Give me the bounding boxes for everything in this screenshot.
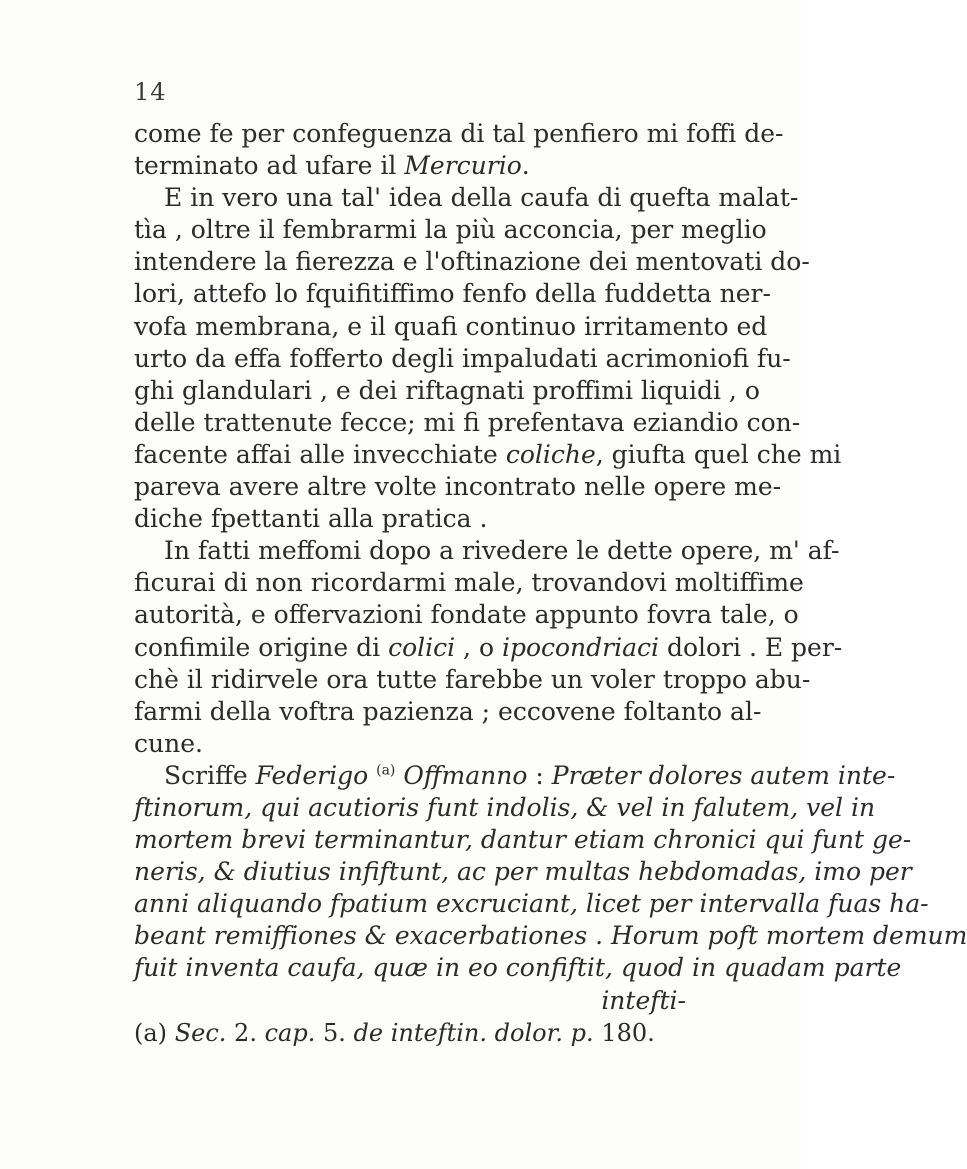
text-line xyxy=(134,664,811,696)
text-run: mortem brevi terminantur, dantur etiam chronici qui funt ge- xyxy=(134,825,912,855)
catchword: intefti- xyxy=(601,985,686,1015)
footnote-marker: (a) xyxy=(134,1018,168,1047)
text-run: come fe per confeguenza di tal penfiero mi foffi de- xyxy=(134,119,784,148)
text-run: delle trattenute fecce; mi fi prefentava eziandio con- xyxy=(134,407,801,437)
text-line xyxy=(134,118,784,150)
text-run: beant remiffiones & exacerbationes . Horum poft mortem demum xyxy=(134,921,967,951)
text-line xyxy=(134,824,912,856)
text-run: , o xyxy=(455,632,502,662)
text-run: , giufta quel che mi xyxy=(595,439,842,469)
text-run: vofa membrana, e il quafi continuo irritamento ed xyxy=(134,311,768,341)
text-line xyxy=(134,920,967,952)
text-line xyxy=(134,567,804,599)
text-run: ghi glandulari , e dei riftagnati proffimi liquidi , o xyxy=(134,375,760,405)
text-run: neris, & diutius infiftunt, ac per multas hebdomadas, imo per xyxy=(134,857,912,887)
text-line xyxy=(134,599,799,631)
text-run: autorità, e offervazioni fondate appunto fovra tale, o xyxy=(134,600,799,630)
text-line xyxy=(134,439,842,471)
text-line xyxy=(134,375,760,407)
text-run: chè il ridirvele ora tutte farebbe un voler troppo abu- xyxy=(134,664,811,694)
footnote-ref-plain: Sec. xyxy=(174,1018,227,1047)
text-run: tìa , oltre il fembrarmi la più acconcia, per meglio xyxy=(134,215,767,245)
text-line xyxy=(134,792,876,824)
text-line xyxy=(134,246,810,278)
text-line xyxy=(134,632,843,664)
footnote-ref-page: 180. xyxy=(601,1018,655,1047)
text-line xyxy=(134,535,840,567)
text-line xyxy=(134,856,912,888)
text-line xyxy=(134,696,762,728)
text-line xyxy=(134,471,782,503)
text-run: ficurai di non ricordarmi male, trovandovi moltiffime xyxy=(134,568,804,598)
footnote-ref-title: de inteftin. dolor. p. xyxy=(353,1018,594,1047)
body-text xyxy=(134,118,967,1049)
text-line xyxy=(134,311,768,343)
text-run: terminato ad ufare il xyxy=(134,151,405,181)
text-line xyxy=(134,760,896,792)
page-number: 14 xyxy=(134,78,167,106)
text-run: Offmanno xyxy=(403,760,528,790)
text-run xyxy=(368,761,376,790)
text-line xyxy=(134,407,801,439)
text-run: Federigo xyxy=(255,760,369,790)
text-run: farmi della voftra pazienza ; eccovene foltanto al- xyxy=(134,696,762,726)
footnote-ref-cap: cap. xyxy=(264,1018,316,1047)
text-run: ipocondriaci xyxy=(501,632,660,662)
text-run: fuit inventa caufa, quæ in eo confiftit, quod in quadam parte xyxy=(134,953,902,983)
text-run: pareva avere altre volte incontrato nelle opere me- xyxy=(134,472,782,502)
text-run: coliche xyxy=(505,439,596,469)
text-run: diche fpettanti alla pratica . xyxy=(134,504,488,534)
footnote-ref-num: 2. xyxy=(234,1018,257,1047)
text-run: . xyxy=(521,151,530,181)
text-run: confimile origine di xyxy=(134,632,389,662)
text-run: lori, attefo lo fquifitiffimo fenfo della fuddetta ner- xyxy=(134,279,771,309)
text-line xyxy=(134,182,799,214)
footnote-reference: (a) xyxy=(376,762,396,779)
text-run: anni aliquando fpatium excruciant, licet per intervalla fuas ha- xyxy=(134,889,929,919)
text-run: facente affai alle invecchiate xyxy=(134,439,506,469)
text-line xyxy=(134,343,791,375)
text-run: ftinorum, qui acutioris funt indolis, & vel in falutem, vel in xyxy=(134,792,876,822)
footnote-ref-cap-num: 5. xyxy=(322,1018,346,1047)
text-line xyxy=(134,728,726,760)
text-line xyxy=(134,150,726,182)
text-run: dolori . E per- xyxy=(659,632,843,662)
text-run: cune. xyxy=(134,728,203,758)
text-run: intendere la fierezza e l'oftinazione dei mentovati do- xyxy=(134,247,810,277)
text-run: E in vero una tal' idea della caufa di quefta malat- xyxy=(164,183,799,213)
footnote xyxy=(134,1017,726,1049)
text-run: In fatti meffomi dopo a rivedere le dette opere, m' af- xyxy=(164,536,840,566)
text-line xyxy=(134,278,771,310)
text-run: Scriffe xyxy=(164,760,256,790)
text-run: urto da effa fofferto degli impaludati acrimoniofi fu- xyxy=(134,343,791,373)
text-line xyxy=(134,888,929,920)
text-run: Mercurio xyxy=(404,151,522,181)
text-line xyxy=(134,503,726,535)
text-line xyxy=(134,952,902,984)
text-run: colici xyxy=(388,632,456,662)
text-run: : xyxy=(527,760,552,790)
text-line xyxy=(134,214,767,246)
text-run: Præter dolores autem inte- xyxy=(551,760,896,790)
